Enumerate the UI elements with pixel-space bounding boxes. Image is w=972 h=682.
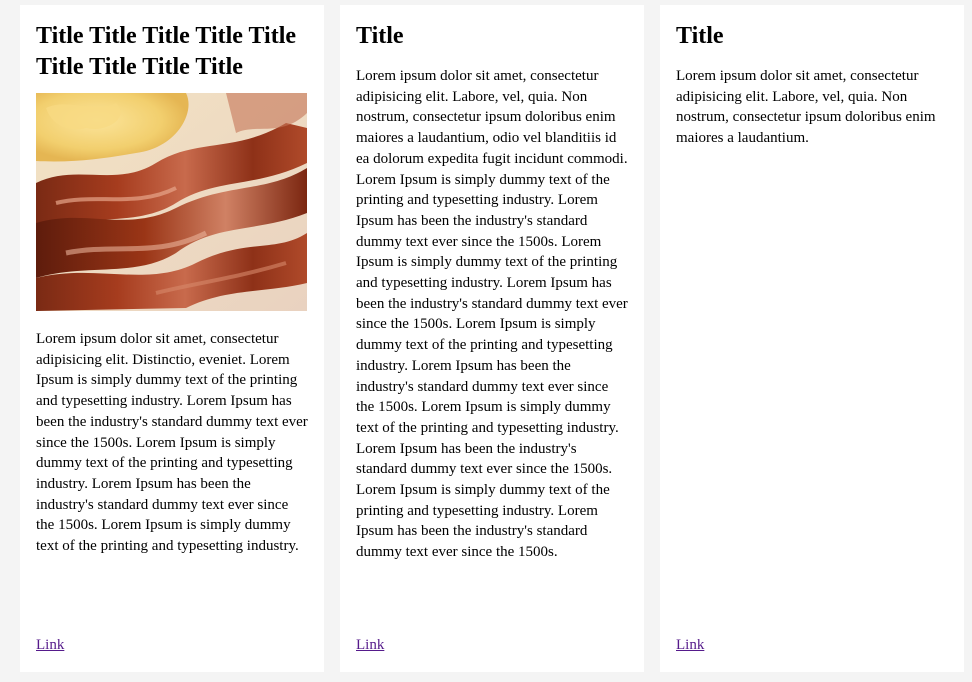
card-body-text: Lorem ipsum dolor sit amet, consectetur adipisicing elit. Labore, vel, quia. Non nostrum, consectetur ipsum doloribus enim maiores a laudantium, odio vel blanditiis id ea dolorum expedita fugit incidunt commodi. Lorem Ipsum is simply dummy text of the printing and typesetting industry. Lorem Ipsum has been the industry's standard dummy text ever since the 1500s. Lorem Ipsum is simply dummy text of the printing and typesetting industry. Lorem Ipsum has been the industry's standard dummy text ever since the 1500s. Lorem Ipsum is simply dummy text of the printing and typesetting industry. Lorem Ipsum has been the industry's standard dummy text ever since the 1500s. Lorem Ipsum is simply dummy text of the printing and typesetting industry. Lorem Ipsum has been the industry's standard dummy text ever since the 1500s. Lorem Ipsum is simply dummy text of the printing and typesetting industry. Lorem Ipsum has been the industry's standard dummy text ever since the 1500s.: [356, 68, 628, 561]
card-title: Title: [356, 23, 404, 49]
card: [660, 5, 964, 672]
card-spacer: [676, 149, 948, 636]
card-spacer: [356, 563, 628, 636]
card-title: Title Title Title Title Title Title Title Title Title: [36, 23, 297, 80]
card-link[interactable]: Link: [36, 637, 65, 653]
bacon-photo-icon: [36, 93, 307, 311]
card: [20, 5, 324, 672]
card-link[interactable]: Link: [676, 637, 705, 653]
card-body-text: Lorem ipsum dolor sit amet, consectetur adipisicing elit. Labore, vel, quia. Non nostrum, consectetur ipsum doloribus enim maiores a laudantium.: [676, 68, 936, 147]
card-grid: [20, 5, 964, 672]
card-spacer: [36, 557, 308, 636]
card-link[interactable]: Link: [356, 637, 385, 653]
card-title: Title: [676, 23, 724, 49]
card: [340, 5, 644, 672]
card-body-text: Lorem ipsum dolor sit amet, consectetur adipisicing elit. Distinctio, eveniet. Lorem Ipsum is simply dummy text of the printing and typesetting industry. Lorem Ipsum has been the industry's standard dummy text ever since the 1500s. Lorem Ipsum is simply dummy text of the printing and typesetting industry. Lorem Ipsum has been the industry's standard dummy text ever since the 1500s. Lorem Ipsum is simply dummy text of the printing and typesetting industry.: [36, 331, 308, 555]
